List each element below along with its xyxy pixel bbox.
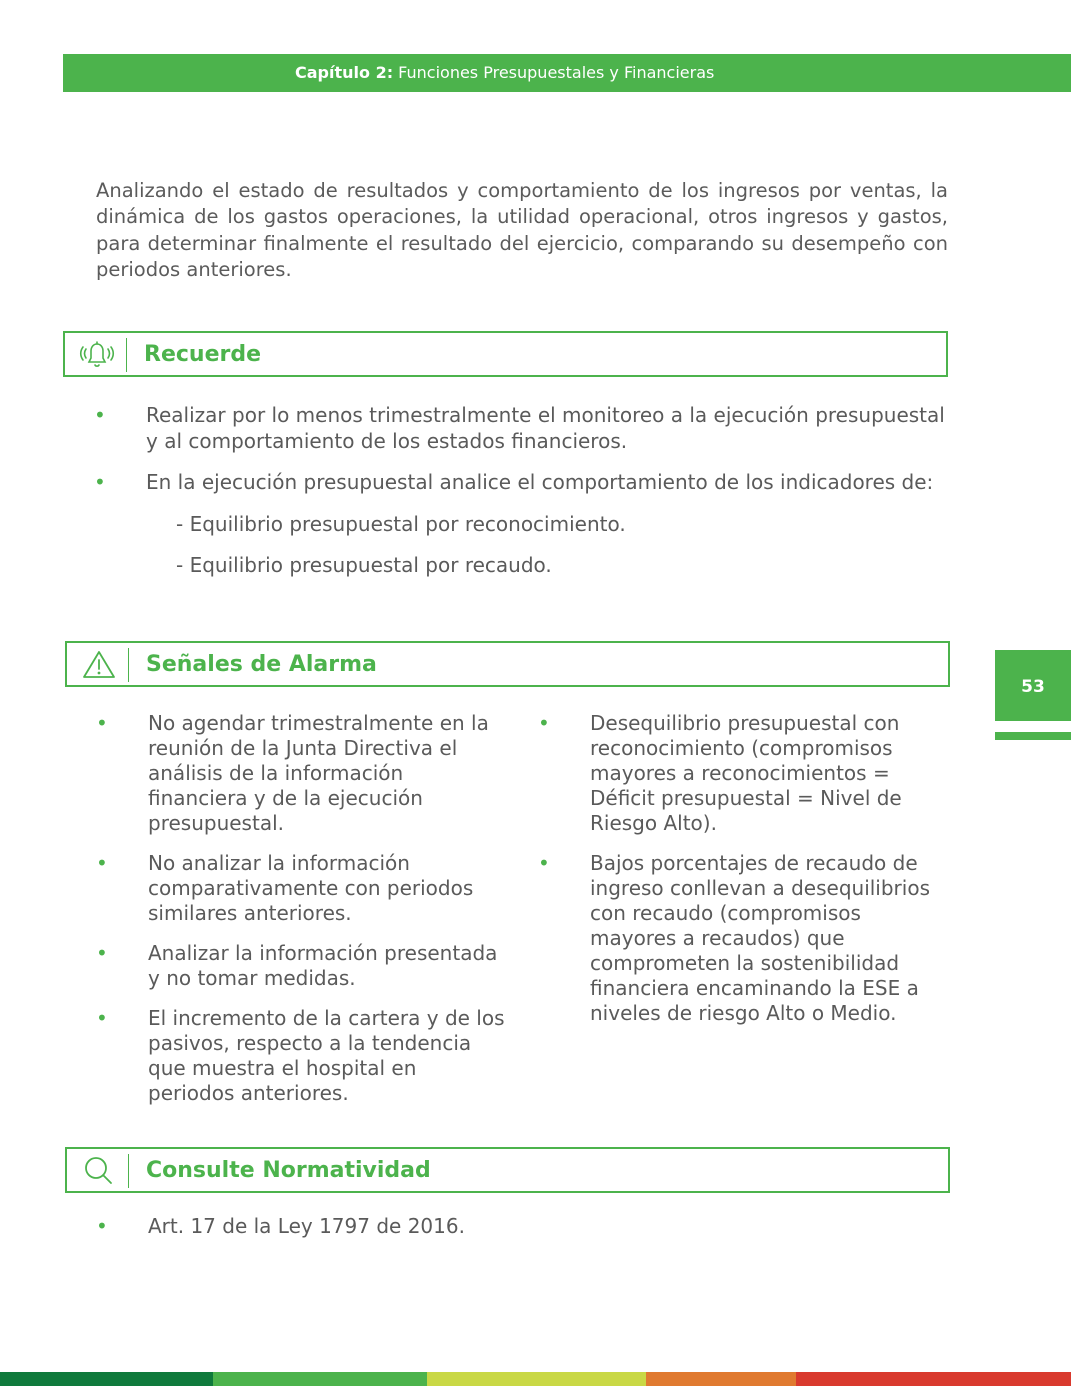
list-item: • No analizar la información comparativamente con periodos similares anteriores. (96, 851, 474, 925)
chapter-label: Capítulo 2: (295, 63, 394, 82)
list-item: • Bajos porcentajes de recaudo de ingreso conllevan a desequilibrios con recaudo (compromisos mayores a recaudos) que comprometen la sostenibilidad financiera encaminando la ESE a niveles de riesgo Alto o Medio. (538, 851, 930, 1025)
warning-icon (77, 648, 121, 680)
recuerde-header (63, 331, 948, 377)
footer-segment-dark-green (0, 1372, 213, 1386)
list-item: • Art. 17 de la Ley 1797 de 2016. (96, 1214, 465, 1238)
normatividad-header (65, 1147, 950, 1193)
bullet-dot: • (96, 851, 108, 875)
page-number: 53 (1021, 677, 1045, 697)
list-item: • El incremento de la cartera y de los pasivos, respecto a la tendencia que muestra el hospital en periodos anteriores. (96, 1006, 505, 1105)
list-item: • Realizar por lo menos trimestralmente el monitoreo a la ejecución presupuestal y al comportamiento de los estados financieros. (94, 403, 945, 453)
bullet-dot: • (96, 1006, 108, 1030)
page-tab-underline (995, 732, 1071, 740)
list-item: • No agendar trimestralmente en la reunión de la Junta Directiva el análisis de la información financiera y de la ejecución presupuestal. (96, 711, 489, 835)
bullet-dot: • (94, 403, 106, 427)
sub-item-reconocimiento: - Equilibrio presupuestal por reconocimiento. (176, 512, 626, 536)
footer-color-bar (0, 1372, 1071, 1386)
sub-item-recaudo: - Equilibrio presupuestal por recaudo. (176, 553, 552, 577)
search-icon (77, 1154, 121, 1186)
footer-segment-green (213, 1372, 427, 1386)
list-item: • Desequilibrio presupuestal con reconocimiento (compromisos mayores a reconocimientos = Déficit presupuestal = Nivel de Riesgo Alto). (538, 711, 902, 835)
bell-icon (75, 338, 119, 370)
alarma-right-list (538, 711, 953, 1041)
alarma-header (65, 641, 950, 687)
bullet-dot: • (96, 711, 108, 735)
normatividad-title: Consulte Normatividad (146, 1158, 431, 1183)
bullet-dot: • (94, 470, 106, 494)
bullet-dot: • (538, 851, 550, 875)
bullet-dot: • (96, 941, 108, 965)
alarma-left-list (96, 711, 506, 1121)
footer-segment-yellow (427, 1372, 646, 1386)
chapter-header-text (295, 54, 714, 92)
alarma-title: Señales de Alarma (146, 652, 377, 677)
intro-paragraph: Analizando el estado de resultados y comportamiento de los ingresos por ventas, la dinámica de los gastos operaciones, la utilidad operacional, otros ingresos y gastos, para determinar finalmente el resultado del ejercicio, comparando su desempeño con periodos anteriores. (96, 179, 948, 281)
page-number-tab (995, 650, 1071, 721)
recuerde-title: Recuerde (144, 342, 262, 367)
header-divider (128, 1154, 129, 1188)
header-divider (126, 338, 127, 372)
normatividad-list (96, 1213, 796, 1239)
chapter-header-bar (63, 54, 1071, 92)
header-divider (128, 648, 129, 682)
bullet-dot: • (538, 711, 550, 735)
footer-segment-orange (646, 1372, 796, 1386)
recuerde-list (94, 402, 954, 510)
list-item: • Analizar la información presentada y no tomar medidas. (96, 941, 498, 990)
chapter-title: Funciones Presupuestales y Financieras (393, 63, 715, 82)
list-item: • En la ejecución presupuestal analice el comportamiento de los indicadores de: (94, 470, 934, 494)
bullet-dot: • (96, 1214, 108, 1238)
footer-segment-red (796, 1372, 1071, 1386)
